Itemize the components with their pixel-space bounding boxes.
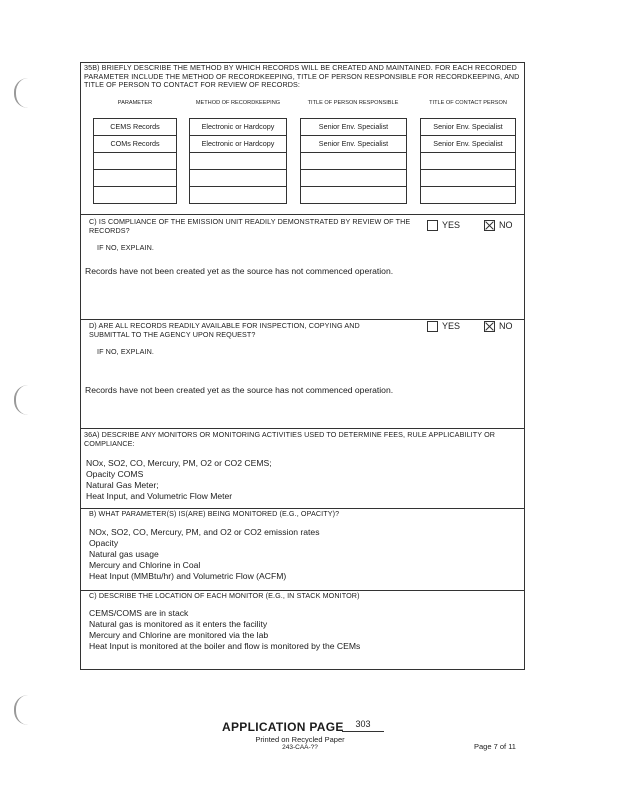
q36a-line: Natural Gas Meter;	[86, 480, 159, 490]
q35c-prompt: C) IS COMPLIANCE OF THE EMISSION UNIT READILY DEMONSTRATED BY REVIEW OF THE RECORDS?	[89, 217, 411, 235]
q35c-yes-checkbox[interactable]	[427, 220, 438, 231]
q36c-line: Natural gas is monitored as it enters the facility	[89, 619, 268, 629]
cell-r5-responsible[interactable]	[300, 186, 407, 204]
cell-r2-method[interactable]: Electronic or Hardcopy	[189, 135, 287, 153]
q36c-line: Mercury and Chlorine are monitored via the lab	[89, 630, 269, 640]
q36a-prompt: 36A) DESCRIBE ANY MONITORS OR MONITORING ACTIVITIES USED TO DETERMINE FEES, RULE APPLICABILITY OR COMPLIANCE:	[84, 430, 496, 448]
q36c-answer[interactable]	[89, 608, 517, 652]
q36a-line: NOx, SO2, CO, Mercury, PM, O2 or CO2 CEMS;	[86, 458, 272, 468]
divider-35c	[80, 214, 525, 215]
q36b-line: Heat Input (MMBtu/hr) and Volumetric Flow (ACFM)	[89, 571, 287, 581]
header-method: METHOD OF RECORDKEEPING	[195, 100, 281, 106]
q36b-answer[interactable]	[89, 527, 517, 582]
q36a-answer[interactable]	[86, 458, 516, 502]
binder-hole-middle	[14, 385, 30, 415]
q36a-line: Opacity COMS	[86, 469, 144, 479]
cell-r3-method[interactable]	[189, 152, 287, 170]
cell-r3-parameter[interactable]	[93, 152, 177, 170]
cell-r1-responsible[interactable]: Senior Env. Specialist	[300, 118, 407, 136]
cell-r4-method[interactable]	[189, 169, 287, 187]
application-page-number: 303	[355, 719, 371, 729]
q35d-explanation[interactable]: Records have not been created yet as the source has not commenced operation.	[85, 385, 394, 395]
cell-r4-parameter[interactable]	[93, 169, 177, 187]
q36c-line: CEMS/COMS are in stack	[89, 608, 189, 618]
q35d-prompt: D) ARE ALL RECORDS READILY AVAILABLE FOR INSPECTION, COPYING AND SUBMITTAL TO THE AGENCY UPON REQUEST?	[89, 321, 360, 339]
application-page-label: APPLICATION PAGE	[222, 720, 344, 734]
q35c-yes-label: YES	[442, 220, 461, 230]
header-responsible: TITLE OF PERSON RESPONSIBLE	[307, 100, 399, 106]
cell-r5-contact[interactable]	[420, 186, 516, 204]
cell-r1-parameter[interactable]: CEMS Records	[93, 118, 177, 136]
q35d-yes-label: YES	[442, 321, 461, 331]
cell-r1-contact[interactable]: Senior Env. Specialist	[420, 118, 516, 136]
header-contact: TITLE OF CONTACT PERSON	[429, 100, 507, 106]
cell-r1-method[interactable]: Electronic or Hardcopy	[189, 118, 287, 136]
cell-r3-contact[interactable]	[420, 152, 516, 170]
cell-r4-contact[interactable]	[420, 169, 516, 187]
q36c-prompt: C) DESCRIBE THE LOCATION OF EACH MONITOR (E.G., IN STACK MONITOR)	[89, 591, 360, 600]
cell-r5-method[interactable]	[189, 186, 287, 204]
cell-r2-responsible[interactable]: Senior Env. Specialist	[300, 135, 407, 153]
q36b-line: Opacity	[89, 538, 119, 548]
q36c-line: Heat Input is monitored at the boiler and flow is monitored by the CEMs	[89, 641, 361, 651]
q36b-line: NOx, SO2, CO, Mercury, PM, and O2 or CO2 emission rates	[89, 527, 320, 537]
q35b-prompt: 35B) BRIEFLY DESCRIBE THE METHOD BY WHICH RECORDS WILL BE CREATED AND MAINTAINED. FOR EACH RECORDED PARAMETER INCLUDE THE METHOD OF RECORDKEEPING, TITLE OF PERSON RESPONSIBLE FOR RECORDKEEPING, AND TITLE OF PERSON TO CONTACT FOR REVIEW OF RECORDS:	[84, 63, 520, 90]
cell-r5-parameter[interactable]	[93, 186, 177, 204]
divider-36a	[80, 428, 525, 429]
q36b-line: Mercury and Chlorine in Coal	[89, 560, 201, 570]
cell-r2-contact[interactable]: Senior Env. Specialist	[420, 135, 516, 153]
page-of-indicator: Page 7 of 11	[474, 742, 516, 751]
q35d-no-checkbox[interactable]	[484, 321, 495, 332]
page-number-underline	[342, 731, 384, 732]
q35c-no-label: NO	[499, 220, 513, 230]
q35c-explain-label: IF NO, EXPLAIN.	[97, 243, 155, 252]
cell-r3-responsible[interactable]	[300, 152, 407, 170]
q36b-prompt: B) WHAT PARAMETER(S) IS(ARE) BEING MONITORED (E.G., OPACITY)?	[89, 509, 340, 518]
q36a-line: Heat Input, and Volumetric Flow Meter	[86, 491, 233, 501]
form-code: 243-CAA-??	[282, 744, 318, 751]
q36b-line: Natural gas usage	[89, 549, 159, 559]
q35c-explanation[interactable]: Records have not been created yet as the source has not commenced operation.	[85, 266, 394, 276]
q35d-no-label: NO	[499, 321, 513, 331]
cell-r2-parameter[interactable]: COMs Records	[93, 135, 177, 153]
q35d-explain-label: IF NO, EXPLAIN.	[97, 347, 155, 356]
binder-hole-bottom	[14, 695, 30, 725]
q35c-no-checkbox[interactable]	[484, 220, 495, 231]
binder-hole-top	[14, 78, 30, 108]
q35d-yes-checkbox[interactable]	[427, 321, 438, 332]
cell-r4-responsible[interactable]	[300, 169, 407, 187]
recycled-paper-note: Printed on Recycled Paper	[255, 735, 345, 744]
divider-35d	[80, 319, 525, 320]
header-parameter: PARAMETER	[117, 100, 153, 106]
